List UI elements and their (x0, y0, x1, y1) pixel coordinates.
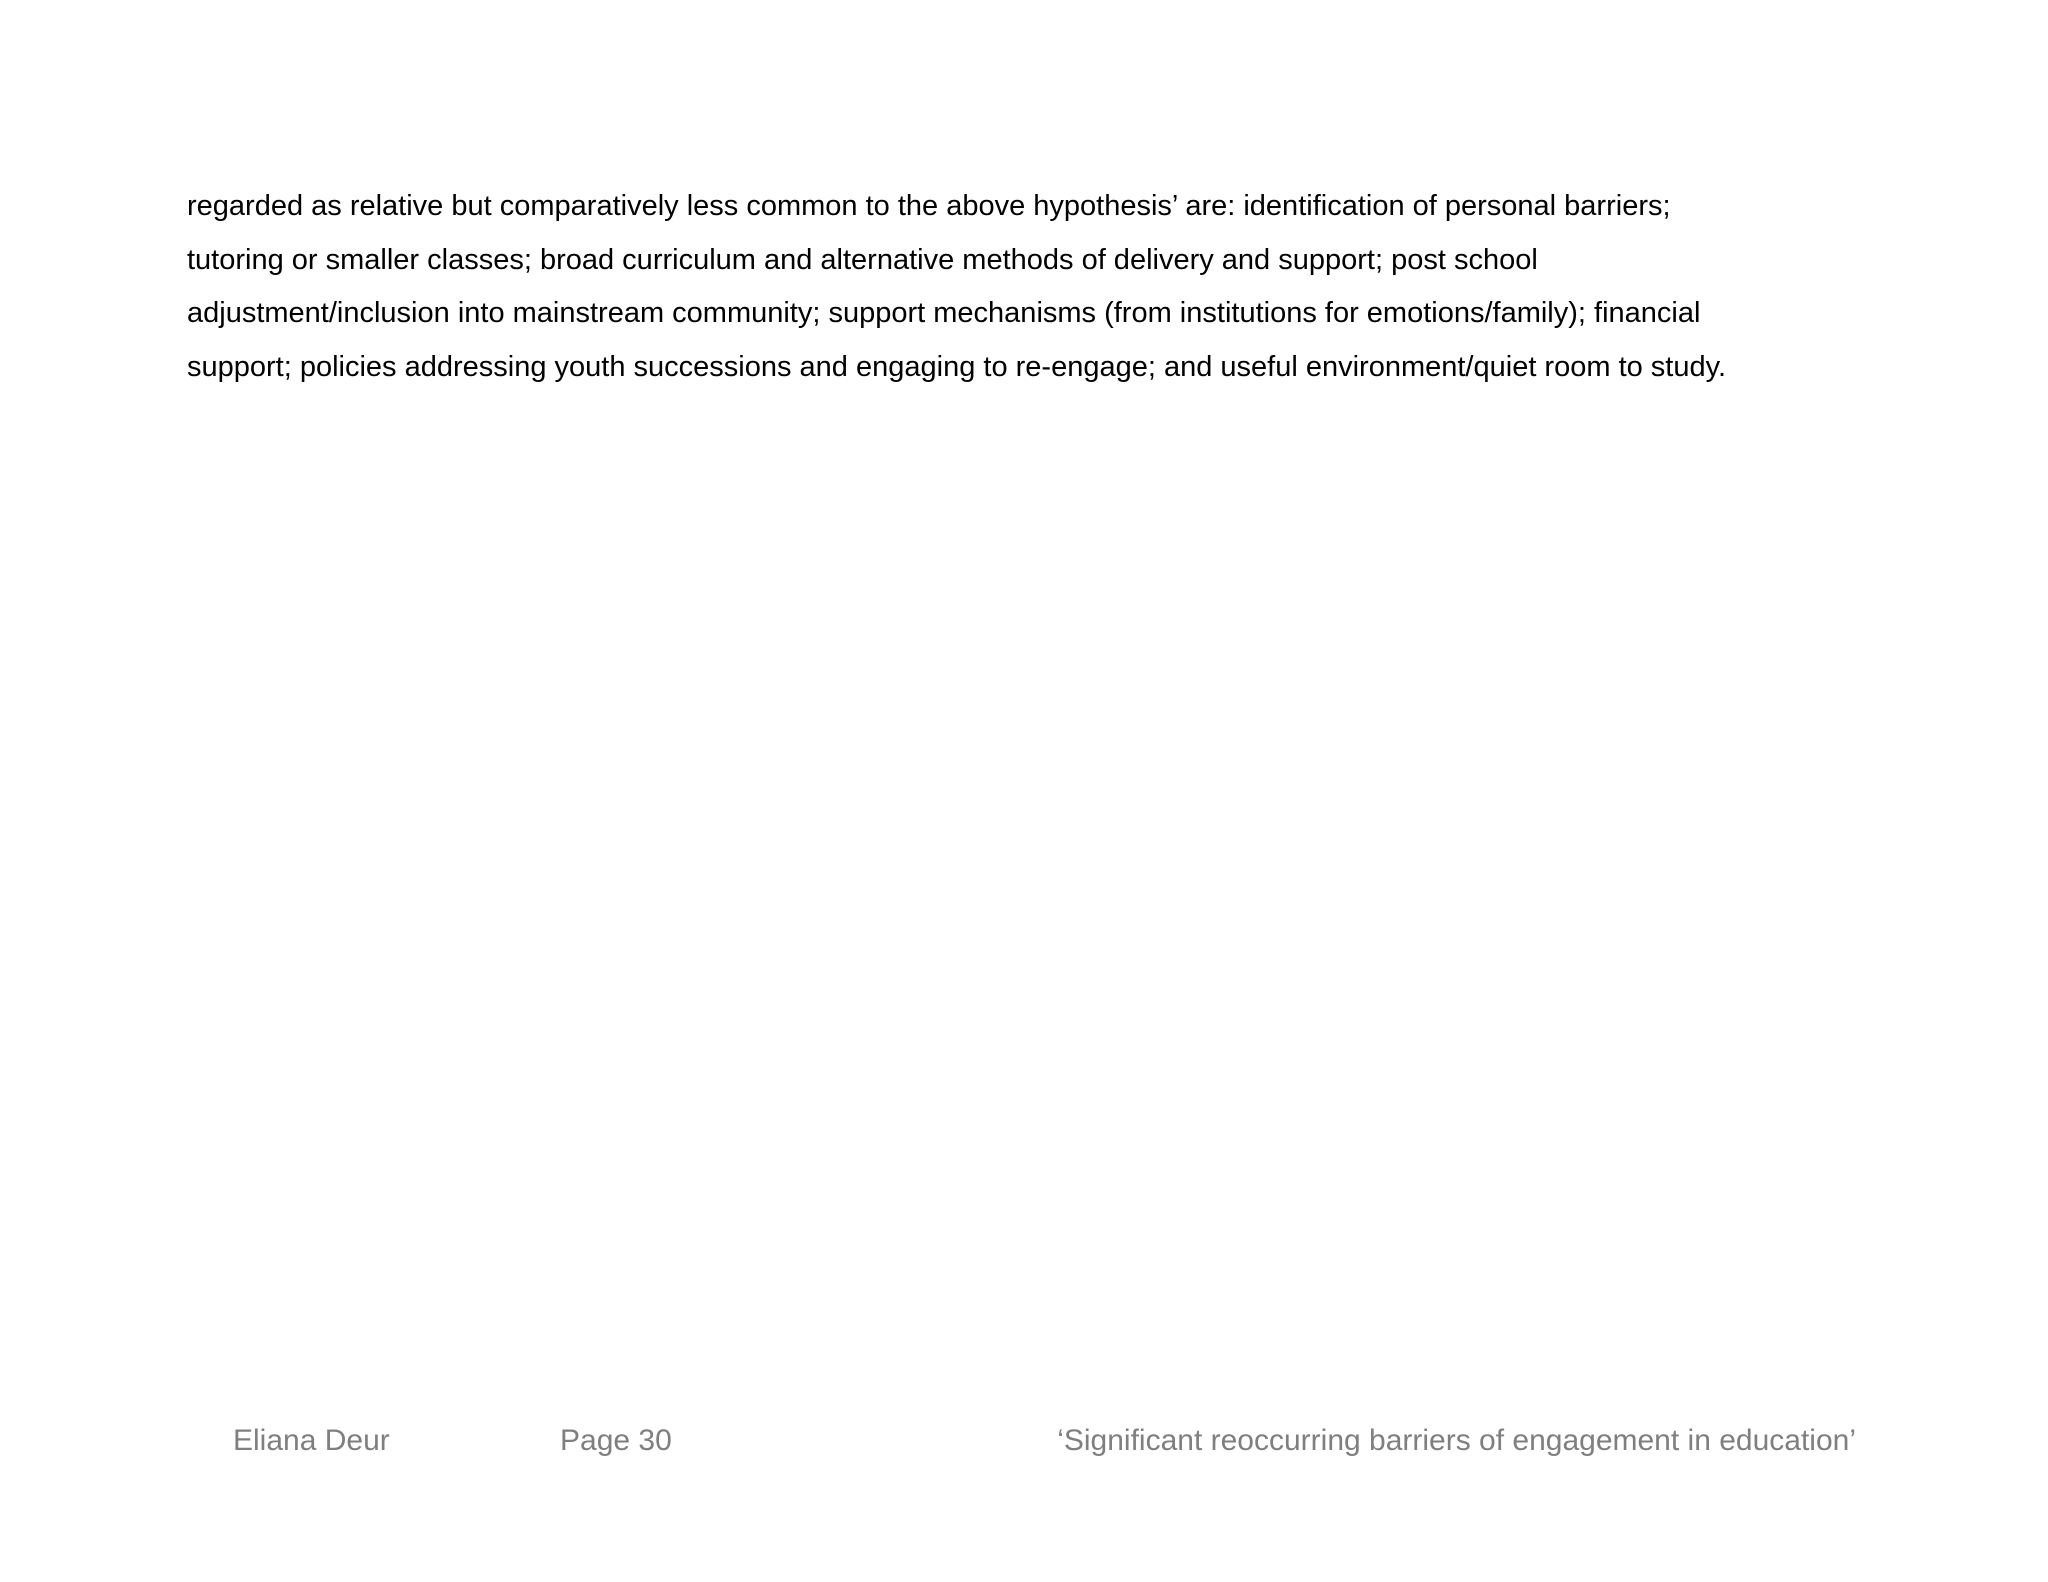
body-line: tutoring or smaller classes; broad curriculum and alternative methods of delivery and support; post school (187, 243, 1538, 276)
body-line: adjustment/inclusion into mainstream community; support mechanisms (from institutions for emotions/family); financial (187, 297, 1701, 329)
footer-page-number: Page 30 (560, 1424, 672, 1457)
footer-author: Eliana Deur (233, 1424, 390, 1457)
body-line: regarded as relative but comparatively less common to the above hypothesis’ are: identification of personal barriers; (187, 190, 1671, 222)
body-line: support; policies addressing youth successions and engaging to re-engage; and useful environment/quiet room to study. (187, 350, 1727, 383)
body-paragraph (187, 180, 1887, 394)
footer-document-title: ‘Significant reoccurring barriers of engagement in education’ (1057, 1424, 1856, 1457)
